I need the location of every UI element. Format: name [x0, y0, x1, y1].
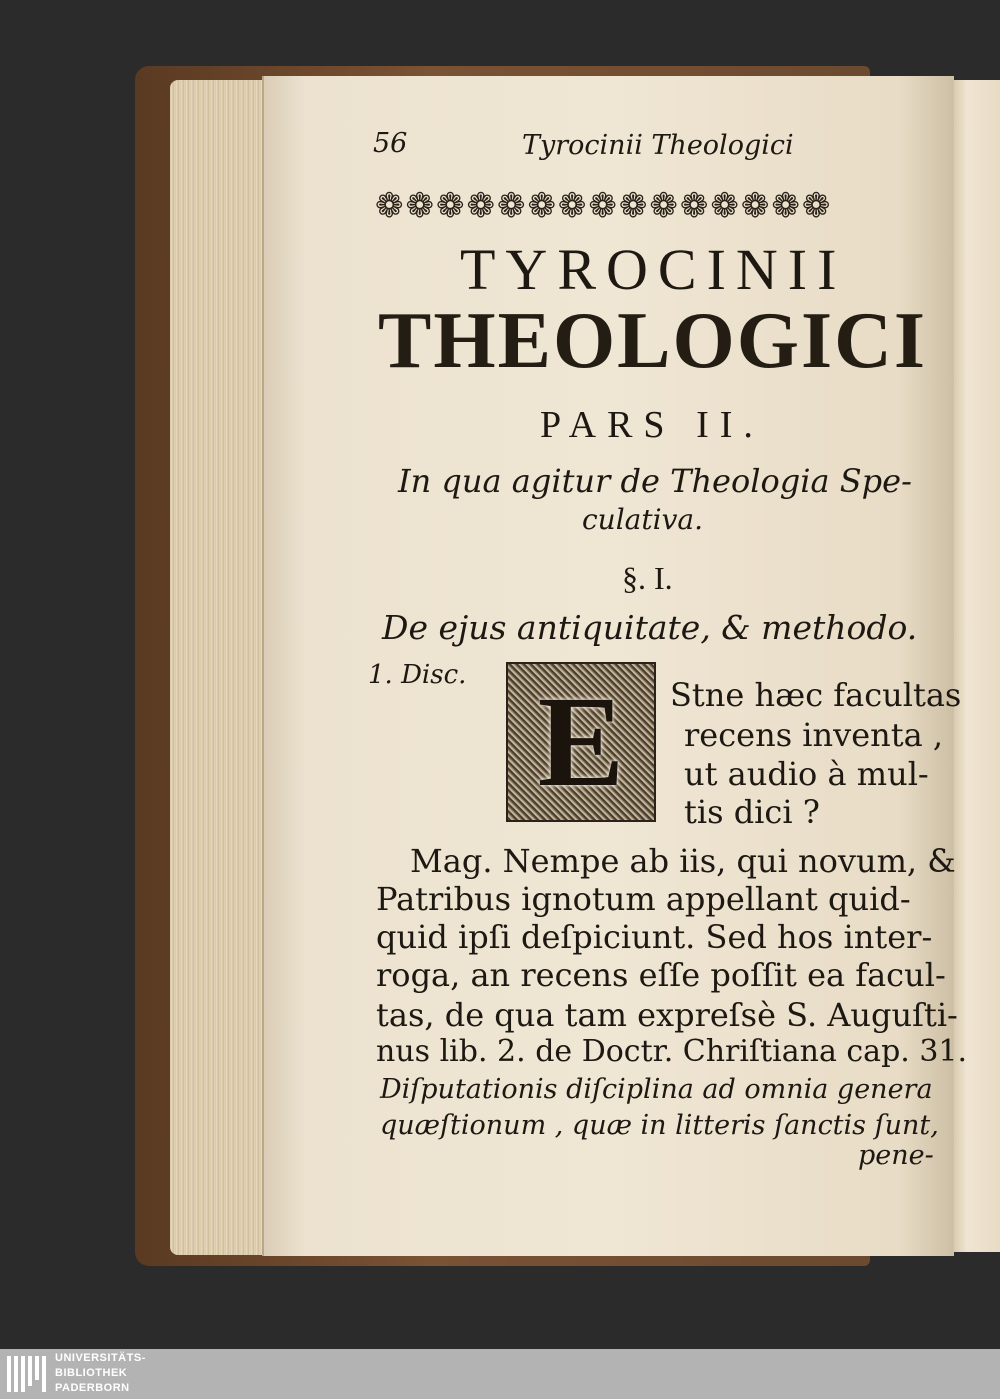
page-number: 56 [373, 128, 408, 159]
drop-line: Stne hæc facultas [670, 676, 962, 714]
body-line: nus lib. 2. de Doctr. Chriſtiana cap. 31. [376, 1034, 968, 1069]
body-line: quid ipſi deſpiciunt. Sed hos inter- [376, 918, 933, 956]
body-line: Patribus ignotum appellant quid- [376, 880, 911, 918]
ornament-band: ❁❁❁❁❁❁❁❁❁❁❁❁❁❁❁ [375, 186, 833, 226]
subtitle-line-1: In qua agitur de Theologia Spe- [398, 462, 912, 500]
margin-note: 1. Disc. [368, 660, 467, 690]
logo-text-line-2: BIBLIOTHEK [55, 1367, 128, 1379]
decorated-initial [506, 662, 656, 822]
subtitle-line-2: culativa. [582, 503, 703, 536]
initial-letter: E [537, 670, 625, 814]
drop-line: recens inventa , [684, 716, 944, 754]
drop-line: tis dici ? [684, 793, 820, 831]
italic-line: quæſtionum , quæ in litteris ſanctis ſunt, [380, 1110, 939, 1141]
body-line: tas, de qua tam expreſsè S. Auguſti- [376, 996, 958, 1034]
library-logo-icon [5, 1352, 49, 1396]
section-heading: De ejus antiquitate, & methodo. [382, 608, 918, 647]
part-heading: PARS II. [540, 404, 764, 446]
section-number: §. I. [622, 560, 673, 596]
running-head: Tyrocinii Theologici [522, 130, 794, 161]
drop-line: ut audio à mul- [684, 755, 929, 793]
catchword: pene- [858, 1140, 934, 1171]
body-line: roga, an recens eſſe poſſit ea facul- [376, 956, 946, 994]
footer-bar [0, 1349, 1000, 1399]
facing-page-edge [950, 80, 1000, 1252]
page-edges [170, 80, 265, 1255]
logo-text-line-3: PADERBORN [55, 1382, 130, 1394]
title-line-1: TYROCINII [460, 237, 847, 302]
title-line-2: THEOLOGICI [378, 297, 928, 385]
body-line: Mag. Nempe ab iis, qui novum, & [410, 842, 956, 880]
italic-line: Diſputationis diſciplina ad omnia genera [380, 1074, 933, 1105]
logo-text-line-1: UNIVERSITÄTS- [55, 1352, 146, 1364]
